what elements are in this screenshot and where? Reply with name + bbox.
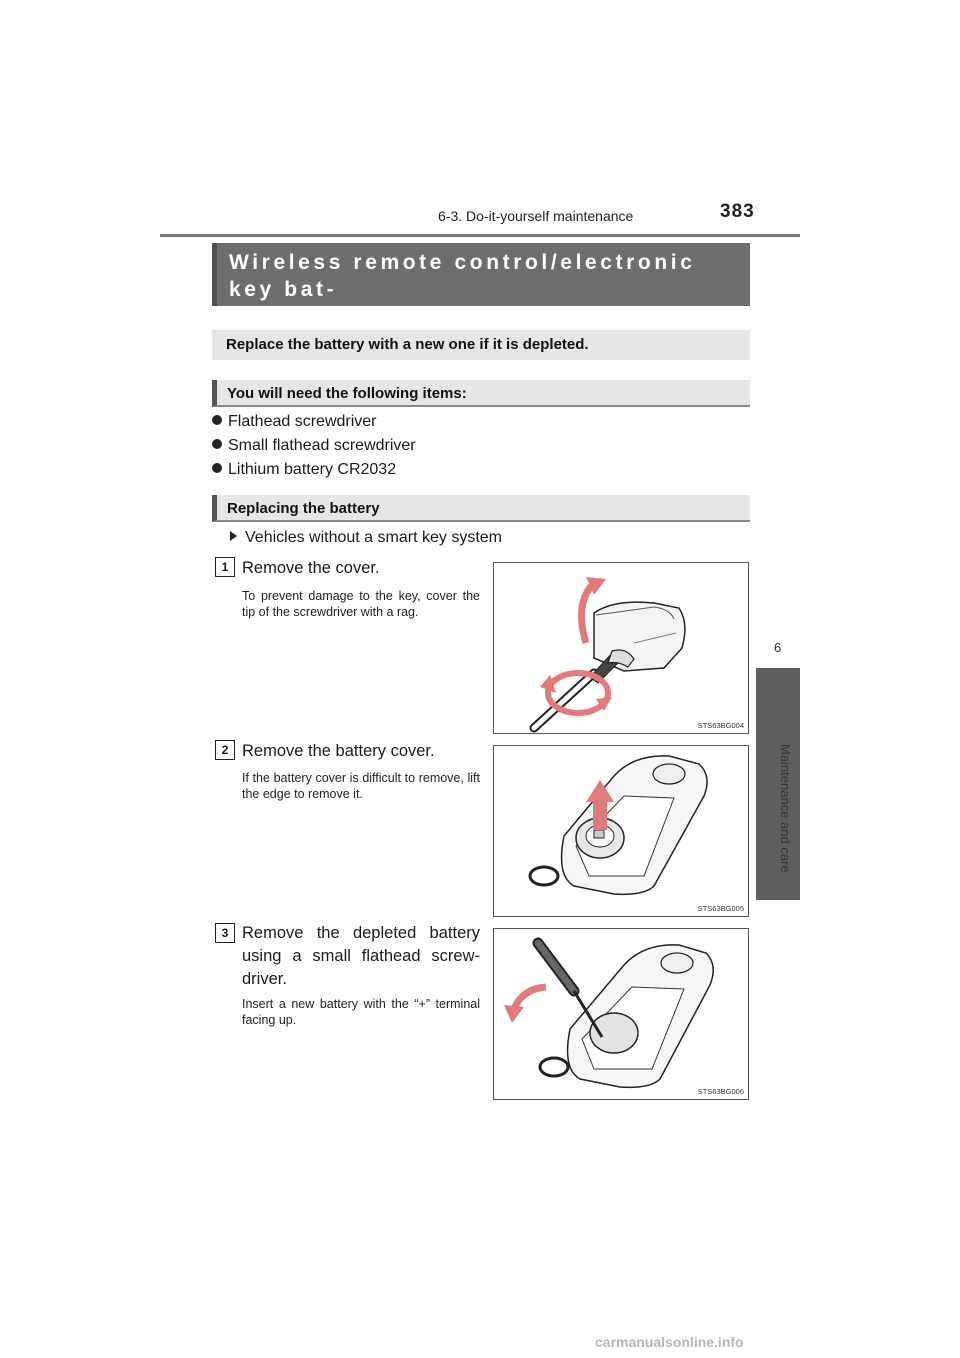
step-number-1: 1 <box>215 557 235 577</box>
variant-text: Vehicles without a smart key system <box>245 529 502 546</box>
variant-label <box>230 529 502 547</box>
step-number-2: 2 <box>215 740 235 760</box>
items-heading <box>212 380 750 407</box>
step-2-instruction: Remove the battery cover. <box>242 742 435 760</box>
page-heading <box>212 243 750 328</box>
step-1-note: To prevent damage to the key, cover the tip of the screwdriver with a rag. <box>242 589 480 619</box>
figure-code: STS63BG004 <box>697 721 744 730</box>
header-divider <box>160 234 800 237</box>
list-item <box>212 461 396 479</box>
figure-remove-battery-cover <box>493 745 749 917</box>
key-cover-illustration <box>494 563 749 734</box>
page-heading-line-2: tery <box>229 305 282 328</box>
bullet-icon <box>212 463 222 473</box>
page-number: 383 <box>720 201 755 222</box>
step-3-instruction: Remove the depleted battery using a small flathead screw-driver. <box>242 924 480 988</box>
step-number-3: 3 <box>215 923 235 943</box>
replacing-heading <box>212 495 750 522</box>
bullet-icon <box>212 439 222 449</box>
battery-cover-illustration <box>494 746 749 917</box>
remove-battery-illustration <box>494 929 749 1100</box>
list-item <box>212 437 416 455</box>
page-heading-line-1: Wireless remote control/electronic key bat- <box>229 251 696 301</box>
page-heading-text <box>229 249 744 330</box>
figure-code: STS63BG006 <box>697 1087 744 1096</box>
items-heading-text: You will need the following items: <box>227 385 467 402</box>
section-title: 6-3. Do-it-yourself maintenance <box>438 208 634 224</box>
replacing-heading-text: Replacing the battery <box>227 500 380 517</box>
figure-remove-cover <box>493 562 749 734</box>
bullet-icon <box>212 415 222 425</box>
intro-text: Replace the battery with a new one if it is depleted. <box>226 336 589 353</box>
chapter-label: Maintenance and care <box>778 744 793 873</box>
footer-watermark[interactable]: carmanualsonline.info <box>595 1334 744 1350</box>
triangle-bullet-icon <box>230 531 237 541</box>
list-item-text: Small flathead screwdriver <box>228 437 416 454</box>
figure-remove-battery <box>493 928 749 1100</box>
chapter-number: 6 <box>774 640 782 655</box>
step-2-note: If the battery cover is difficult to remove, lift the edge to remove it. <box>242 771 480 801</box>
list-item <box>212 413 377 431</box>
figure-code: STS63BG005 <box>697 904 744 913</box>
step-3-note: Insert a new battery with the “+” terminal facing up. <box>242 997 480 1027</box>
intro-box <box>212 330 750 360</box>
step-1-instruction: Remove the cover. <box>242 559 380 577</box>
list-item-text: Flathead screwdriver <box>228 413 377 430</box>
list-item-text: Lithium battery CR2032 <box>228 461 397 478</box>
